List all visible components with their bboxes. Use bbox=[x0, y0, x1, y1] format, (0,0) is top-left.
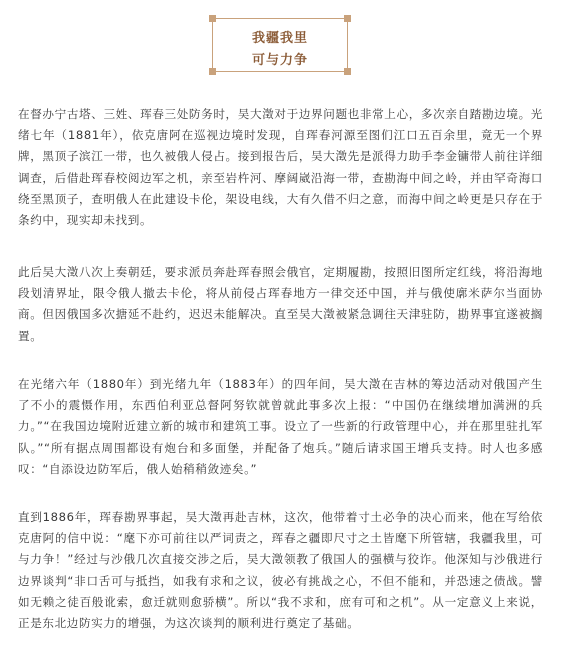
corner-ornament bbox=[344, 15, 351, 22]
paragraph: 在光绪六年（1880年）到光绪九年（1883年）的四年间，吴大澂在吉林的筹边活动对俄国产生了不小的震慑作用，东西伯利亚总督阿努钦就曾就此事多次上报：“中国仍在继续增加满洲的兵力。”“在我国边境附近建立新的城市和建筑工事。设立了一些新的行政管理中心，并在那里驻扎军队。”“所有据点周围都设有炮台和多面堡，并配备了炮兵。”随后请求国王增兵支持。时人也多感叹：“自添设边防军后，俄人始稍稍敛迹矣。” bbox=[18, 377, 543, 476]
section-title-line-1: 我疆我里 bbox=[251, 31, 308, 46]
paragraph: 直到1886年，珲春勘界事起，吴大澂再赴吉林，这次，他带着寸土必争的决心而来，他在写给依克唐阿的信中说：“麾下亦可前往以严词责之，珲春之疆即尺寸之土皆麾下所管辖，我疆我里，可与力争！”经过与沙俄几次直接交涉之后，吴大澂领教了俄国人的强横与狡诈。他深知与沙俄进行边界谈判“非口舌可与抵挡，如我有求和之议，彼必有挑战之心，不但不能和，并恐速之债战。譬如无赖之徒百般讹索，愈迁就则愈骄横”。所以“我不求和，庶有可和之机”。从一定意义上来说，正是东北边防实力的增强，为这次谈判的顺利进行奠定了基础。 bbox=[18, 510, 543, 631]
section-title-box bbox=[212, 18, 348, 72]
corner-ornament bbox=[344, 68, 351, 75]
corner-ornament bbox=[209, 15, 216, 22]
paragraph: 在督办宁古塔、三姓、珲春三处防务时，吴大澂对于边界问题也非常上心，多次亲自踏勘边境。光绪七年（1881年），依克唐阿在巡视边境时发现，自珲春河源至图们江口五百余里，竟无一个界牌，黑顶子滨江一带，也久被俄人侵占。接到报告后，吴大澂先是派得力助手李金镛带人前往详细调查，后借赴珲春校阅边军之机，亲至岩杵河、摩阔崴沿海一带，查勘海中间之岭，并由罕奇海口绕至黑顶子，查明俄人在此建设卡伦，架设电线，大有久借不归之意，而海中间之岭更是只存在于条约中，现实却未找到。 bbox=[18, 107, 543, 228]
corner-ornament bbox=[209, 68, 216, 75]
paragraph: 此后吴大澂八次上奏朝廷，要求派员奔赴珲春照会俄官，定期履勘，按照旧图所定红线，将沿海地段划清界址，限令俄人撤去卡伦，将从前侵占珲春地方一律交还中国，并与俄使廓米萨尔当面协商。但因俄国多次搪延不赴约，迟迟未能解决。直至吴大澂被紧急调往天津驻防，勘界事宜遂被搁置。 bbox=[18, 265, 543, 343]
section-title-line-2: 可与力争 bbox=[251, 53, 308, 68]
